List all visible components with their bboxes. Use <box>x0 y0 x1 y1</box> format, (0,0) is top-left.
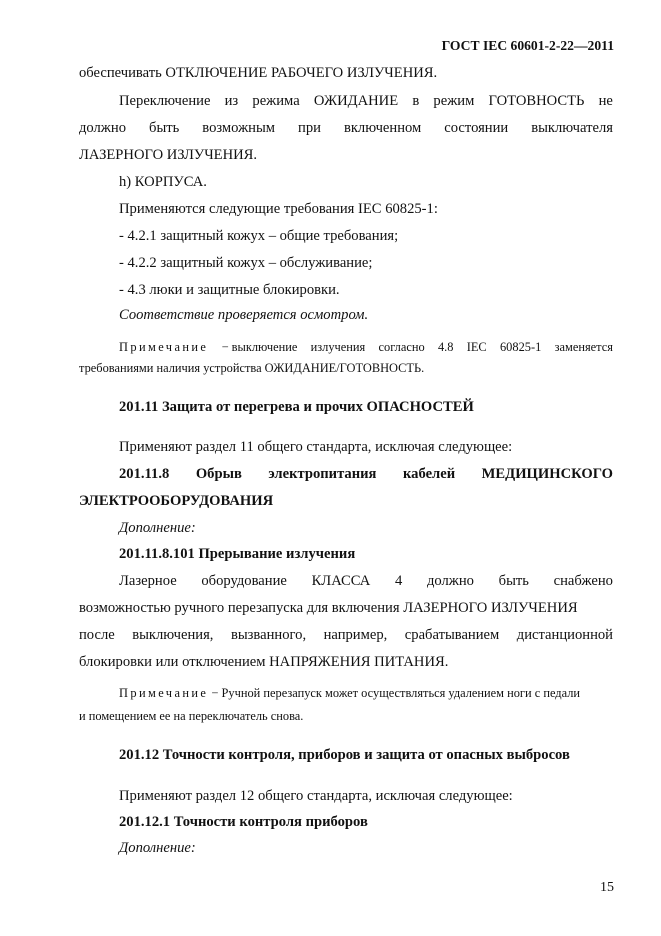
word: 201.11.8 <box>119 466 170 482</box>
word: при <box>298 120 321 136</box>
word: режим <box>433 93 475 109</box>
note-line <box>119 687 580 699</box>
note-line: и помещением ее на переключатель снова. <box>79 709 304 723</box>
word: срабатыванием <box>404 627 500 643</box>
text-line: блокировки или отключением НАПРЯЖЕНИЯ ПИТАНИЯ. <box>79 654 449 670</box>
compliance-statement: Соответствие проверяется осмотром. <box>119 307 369 323</box>
document-header: ГОСТ IEC 60601-2-22—2011 <box>441 38 614 53</box>
word: быть <box>149 120 180 136</box>
section-heading: 201.12 Точности контроля, приборов и защита от опасных выбросов <box>119 747 570 763</box>
list-item-h: h) КОРПУСА. <box>119 174 207 190</box>
addition-label: Дополнение: <box>119 520 196 536</box>
word: например, <box>323 627 388 643</box>
word: 4 <box>394 573 403 589</box>
addition-label: Дополнение: <box>119 840 196 856</box>
word: излучения <box>310 340 366 354</box>
word: выключателя <box>531 120 613 136</box>
word: электропитания <box>268 466 377 482</box>
word: МЕДИЦИНСКОГО <box>481 466 613 482</box>
word: Обрыв <box>195 466 242 482</box>
note-label: Примечание <box>119 340 209 354</box>
word: должно <box>426 573 474 589</box>
subsection-heading-cont: ЭЛЕКТРООБОРУДОВАНИЯ <box>79 493 274 509</box>
word: оборудование <box>201 573 287 589</box>
word: 4.8 <box>437 340 454 354</box>
word: после <box>79 627 115 643</box>
word: IEC <box>466 340 487 354</box>
list-item: - 4.3 люки и защитные блокировки. <box>119 282 340 298</box>
word: в <box>412 93 420 109</box>
text-line: возможностью ручного перезапуска для включения ЛАЗЕРНОГО ИЗЛУЧЕНИЯ <box>79 600 578 616</box>
justified-line <box>119 94 613 109</box>
word: снабжено <box>553 573 613 589</box>
word: быть <box>498 573 529 589</box>
word: режима <box>252 93 300 109</box>
word: Лазерное <box>119 573 177 589</box>
word: Переключение <box>119 93 211 109</box>
word: выключения, <box>132 627 214 643</box>
note-line <box>119 341 613 353</box>
word: заменяется <box>554 340 613 354</box>
note-text: − Ручной перезапуск может осуществляться удалением ноги с педали <box>211 686 581 700</box>
word: включенном <box>343 120 422 136</box>
text-line: обеспечивать ОТКЛЮЧЕНИЕ РАБОЧЕГО ИЗЛУЧЕНИЯ. <box>79 65 438 81</box>
word: ОЖИДАНИЕ <box>313 93 399 109</box>
word: кабелей <box>402 466 456 482</box>
word: из <box>224 93 239 109</box>
word: состоянии <box>444 120 509 136</box>
subsection-heading: 201.12.1 Точности контроля приборов <box>119 814 368 830</box>
note-label: Примечание <box>119 686 209 700</box>
text-line: Применяют раздел 12 общего стандарта, исключая следующее: <box>119 788 513 804</box>
text-line: Применяются следующие требования IEC 60825-1: <box>119 201 438 217</box>
page-number: 15 <box>600 880 614 895</box>
subsection-heading: 201.11.8.101 Прерывание излучения <box>119 546 356 562</box>
word: вызванного, <box>230 627 307 643</box>
note-line: требованиями наличия устройства ОЖИДАНИЕ/ГОТОВНОСТЬ. <box>79 361 425 375</box>
word: не <box>598 93 613 109</box>
subsection-heading <box>119 467 613 482</box>
word: 60825-1 <box>499 340 542 354</box>
word: КЛАССА <box>311 573 371 589</box>
text-line: Применяют раздел 11 общего стандарта, исключая следующее: <box>119 439 513 455</box>
word: согласно <box>378 340 425 354</box>
section-heading: 201.11 Защита от перегрева и прочих ОПАСНОСТЕЙ <box>119 399 474 415</box>
text-line: ЛАЗЕРНОГО ИЗЛУЧЕНИЯ. <box>79 147 258 163</box>
justified-line <box>119 574 613 589</box>
justified-line <box>79 628 613 643</box>
word: дистанционной <box>516 627 613 643</box>
list-item: - 4.2.2 защитный кожух – обслуживание; <box>119 255 373 271</box>
justified-line <box>79 121 613 136</box>
list-item: - 4.2.1 защитный кожух – общие требования; <box>119 228 399 244</box>
word: − выключение <box>221 340 298 354</box>
word: должно <box>79 120 127 136</box>
word: возможным <box>202 120 276 136</box>
word: ГОТОВНОСТЬ <box>488 93 585 109</box>
